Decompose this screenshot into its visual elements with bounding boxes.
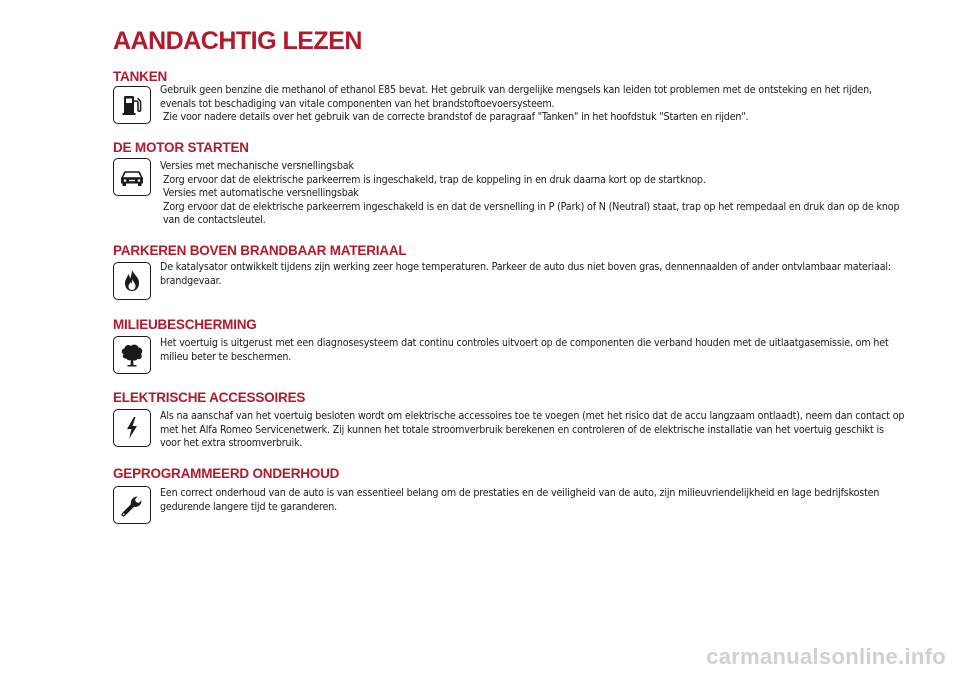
fire-icon bbox=[113, 262, 151, 300]
section-heading: TANKEN bbox=[113, 69, 168, 84]
section-heading: MILIEUBESCHERMING bbox=[113, 317, 257, 332]
section-text: Gebruik geen benzine die methanol of ethanol E85 bevat. Het gebruik van dergelijke mengsels kan leiden tot problemen met de ontsteking en het rijden, evenals tot beschadiging van vitale componenten van het brandstoftoevoersysteem. bbox=[160, 84, 872, 110]
section-text: Versies met mechanische versnellingsbak bbox=[160, 160, 354, 172]
section-heading: ELEKTRISCHE ACCESSOIRES bbox=[113, 390, 306, 405]
section-text: De katalysator ontwikkelt tijdens zijn werking zeer hoge temperaturen. Parkeer de auto dus niet boven gras, dennennaalden of ander ontvlambaar materiaal: brandgevaar. bbox=[160, 261, 891, 287]
section-milieubescherming bbox=[113, 317, 913, 363]
section-motor-starten bbox=[113, 140, 913, 227]
section-text: Zie voor nadere details over het gebruik van de correcte brandstof de paragraaf "Tanken" in het hoofdstuk "Starten en rijden". bbox=[163, 111, 749, 124]
watermark: carmanualsonline.info bbox=[706, 644, 946, 669]
section-text: Zorg ervoor dat de elektrische parkeerrem ingeschakeld is en dat de versnelling in P (Park) of N (Neutral) staat, trap op het rempedaal en druk dan op de knop van de contactsleutel. bbox=[163, 200, 900, 227]
fuel-pump-icon bbox=[113, 86, 151, 124]
section-heading: DE MOTOR STARTEN bbox=[113, 140, 249, 155]
section-text: Een correct onderhoud van de auto is van essentieel belang om de prestaties en de veiligheid van de auto, zijn milieuvriendelijkheid en lage bedrijfskosten gedurende langere tijd te garanderen. bbox=[160, 487, 880, 513]
section-text: Als na aanschaf van het voertuig besloten wordt om elektrische accessoires toe te voegen (met het risico dat de accu langzaam ontlaadt), neem dan contact op met het Alfa Romeo Servicenetwerk. Zij kunnen het totale stroomverbruik berekenen en controleren of de elektrische installatie van het voertuig geschikt is voor het extra stroomverbruik. bbox=[160, 410, 905, 450]
tree-icon bbox=[113, 336, 151, 374]
section-text: Versies met automatische versnellingsbak bbox=[163, 187, 359, 200]
section-parkeren bbox=[113, 243, 913, 287]
section-heading: PARKEREN BOVEN BRANDBAAR MATERIAAL bbox=[113, 243, 407, 258]
page-title: AANDACHTIG LEZEN bbox=[113, 27, 362, 55]
car-icon bbox=[113, 158, 151, 196]
lightning-icon bbox=[113, 409, 151, 447]
section-heading: GEPROGRAMMEERD ONDERHOUD bbox=[113, 466, 340, 481]
section-text: Het voertuig is uitgerust met een diagnosesysteem dat continu controles uitvoert op de componenten die verband houden met de uitlaatgasemissie, om het milieu beter te beschermen. bbox=[160, 337, 889, 363]
wrench-icon bbox=[113, 486, 151, 524]
section-tanken bbox=[113, 69, 913, 124]
section-text: Zorg ervoor dat de elektrische parkeerrem is ingeschakeld, trap de koppeling in en druk daarna kort op de startknop. bbox=[163, 173, 706, 186]
section-geprogrammeerd-onderhoud bbox=[113, 466, 913, 513]
section-elektrische-accessoires bbox=[113, 390, 913, 450]
